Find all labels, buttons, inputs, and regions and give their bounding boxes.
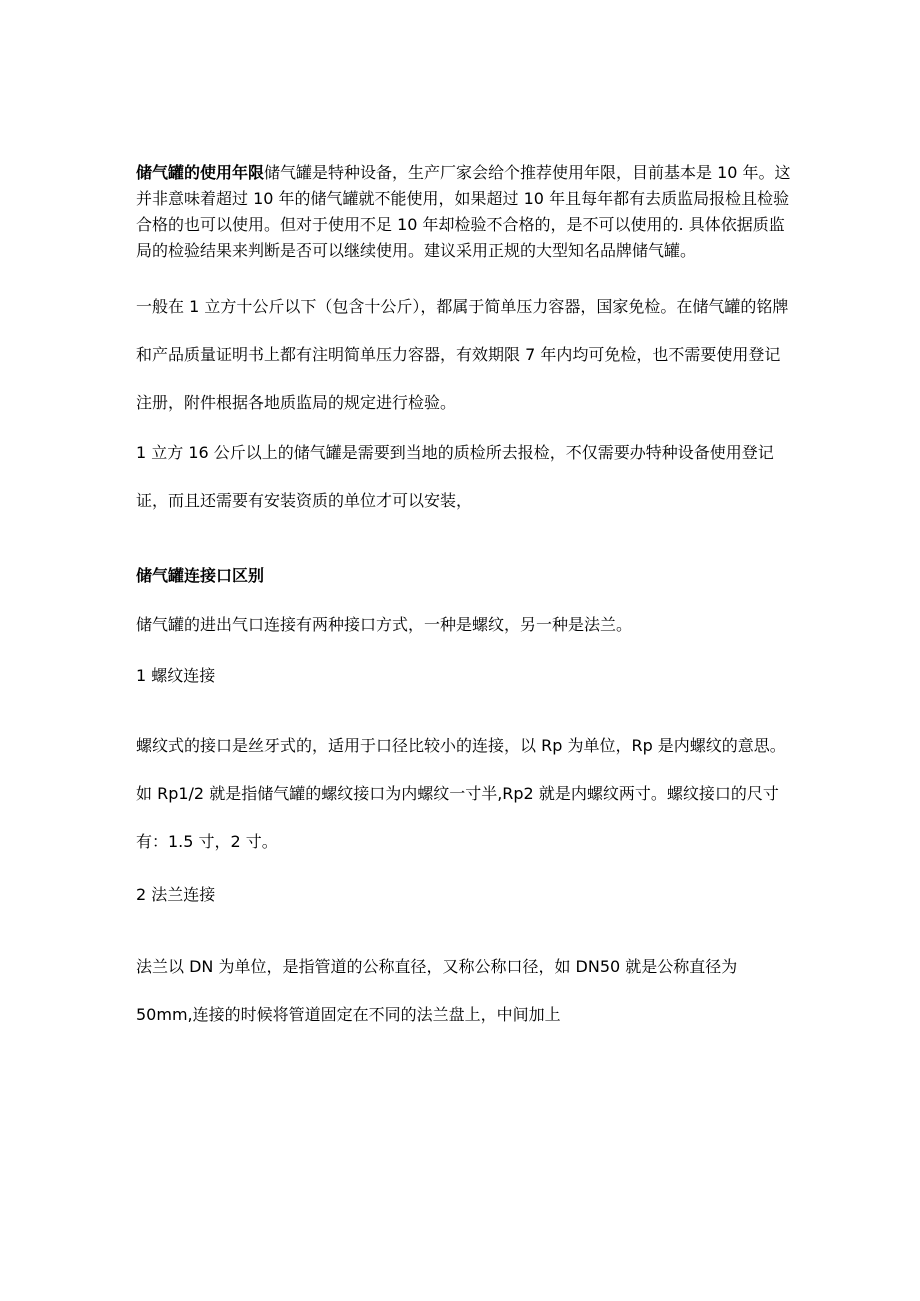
paragraph-service-life: [136, 160, 792, 264]
heading-thread-connection: 1 螺纹连接: [136, 666, 216, 685]
paragraph-service-life-text: 储气罐是特种设备，生产厂家会给个推荐使用年限，目前基本是 10 年。这并非意味着超过 10 年的储气罐就不能使用，如果超过 10 年且每年都有去质监局报检且检验合格的也可以使用。但对于使用不足 10 年却检验不合格的，是不可以使用的. 具体依据质监局的检验结果来判断是否可以继续使用。建议采用正规的大型知名品牌储气罐。: [136, 163, 791, 260]
paragraph-simple-pressure-vessel: 一般在 1 立方十公斤以下（包含十公斤），都属于简单压力容器，国家免检。在储气罐的铭牌和产品质量证明书上都有注明简单压力容器，有效期限 7 年内均可免检，也不需要使用登记注册，附件根据各地质监局的规定进行检验。: [136, 297, 789, 412]
paragraph-flange-connection: 法兰以 DN 为单位，是指管道的公称直径，又称公称口径，如 DN50 就是公称直径为 50mm,连接的时候将管道固定在不同的法兰盘上，中间加上: [136, 957, 738, 1024]
paragraph-thread-connection: 螺纹式的接口是丝牙式的，适用于口径比较小的连接，以 Rp 为单位，Rp 是内螺纹的意思。如 Rp1/2 就是指储气罐的螺纹接口为内螺纹一寸半,Rp2 就是内螺纹两寸。螺纹接口的尺寸有：1.5 寸，2 寸。: [136, 736, 786, 851]
heading-service-life: 储气罐的使用年限: [136, 163, 265, 182]
paragraph-inspection-requirement: 1 立方 16 公斤以上的储气罐是需要到当地的质检所去报检，不仅需要办特种设备使用登记证，而且还需要有安装资质的单位才可以安装，: [136, 443, 774, 510]
heading-flange-connection: 2 法兰连接: [136, 885, 216, 904]
heading-connection-differences: 储气罐连接口区别: [136, 566, 265, 585]
paragraph-connection-types: 储气罐的进出气口连接有两种接口方式，一种是螺纹，另一种是法兰。: [136, 615, 633, 634]
